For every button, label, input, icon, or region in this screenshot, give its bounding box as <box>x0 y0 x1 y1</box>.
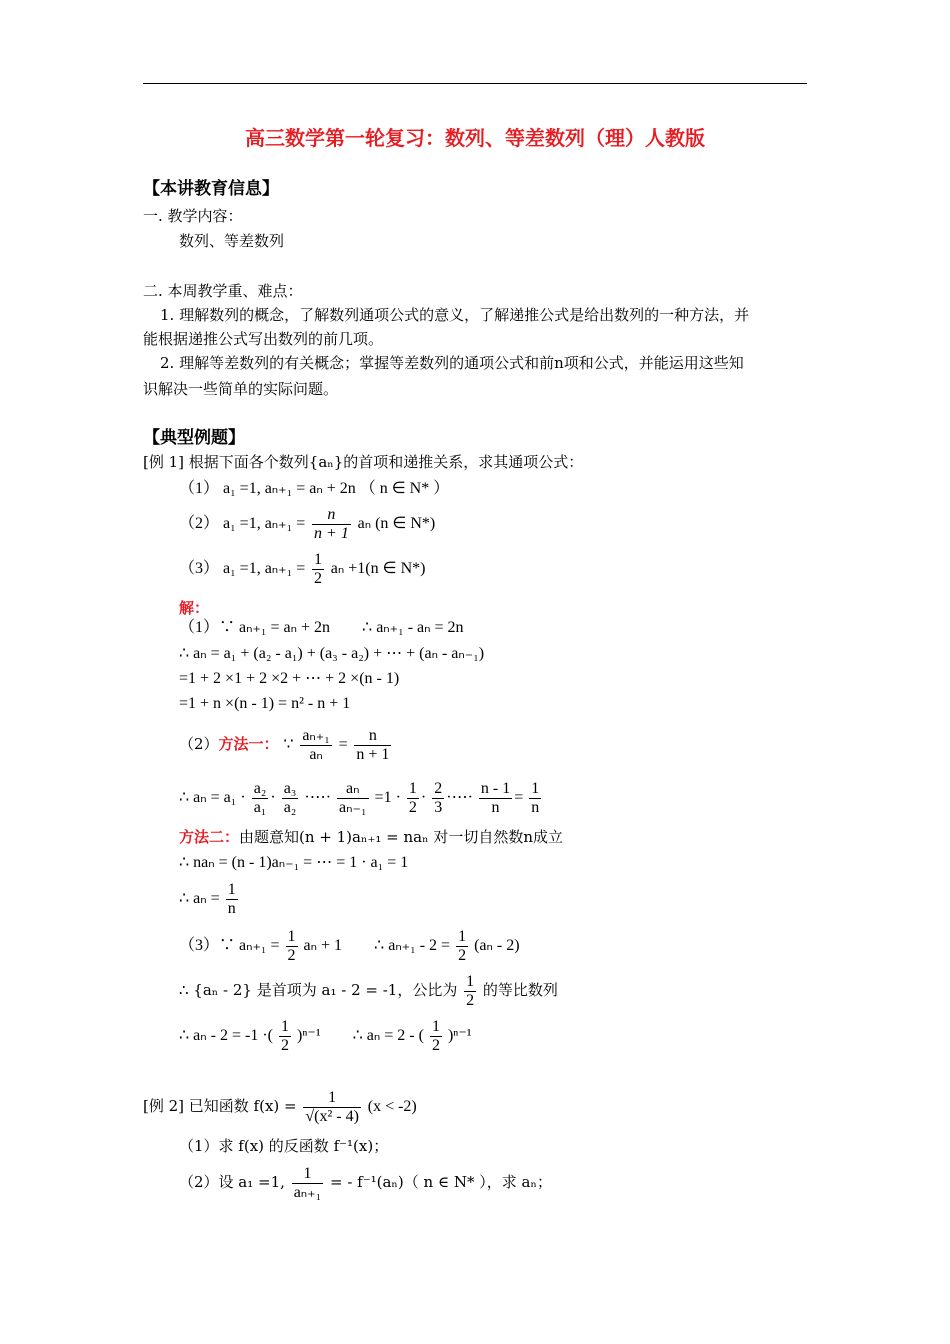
focus-point-2a: 2. 理解等差数列的有关概念；掌握等差数列的通项公式和前n项和公式，并能运用这些知 <box>160 354 744 372</box>
numerator: 1 <box>227 880 236 898</box>
fraction <box>407 780 419 817</box>
fraction <box>337 780 369 817</box>
section-heading-info: 【本讲教育信息】 <box>143 179 279 199</box>
formula-suffix: (x < -2) <box>367 1098 417 1115</box>
focus-point-1a: 1. 理解数列的概念，了解数列通项公式的意义，了解递推公式是给出数列的一种方法，并 <box>160 306 750 324</box>
fraction <box>312 506 351 543</box>
method-1-label: 方法一： <box>218 735 279 753</box>
formula-suffix: (aₙ - 2) <box>474 937 520 954</box>
formula-suffix: aₙ +1(n ∈ N*) <box>330 560 426 577</box>
formula-mid: aₙ + 1 ∴ aₙ₊₁ - 2 = <box>303 937 451 954</box>
denominator: √(x² - 4) <box>305 1107 359 1125</box>
method-2-text: 由题意知(n + 1)aₙ₊₁ = naₙ 对一切自然数n成立 <box>239 828 564 846</box>
solution-1-line-4: =1 + n ×(n - 1) = n² - n + 1 <box>179 695 351 712</box>
solution-1-line-1: （1）∵ aₙ₊₁ = aₙ + 2n ∴ aₙ₊₁ - aₙ = 2n <box>179 619 464 636</box>
numerator: 1 <box>531 779 540 797</box>
part-label: （2） <box>179 735 219 753</box>
numerator: a₂ <box>253 779 267 797</box>
focus-point-1b: 能根据递推公式写出数列的前几项。 <box>143 330 384 348</box>
fraction <box>303 1089 361 1126</box>
denominator: aₙ₋₁ <box>339 798 367 816</box>
numerator: n <box>312 506 351 525</box>
formula-prefix: [例 2] 已知函数 f(x) = <box>143 1097 297 1115</box>
example-2-intro <box>143 1084 810 1129</box>
numerator: aₙ₊₁ <box>302 726 330 744</box>
focus-point-2b: 识解决一些简单的实际问题。 <box>143 380 339 398</box>
formula-prefix: ∴ aₙ = <box>179 890 220 907</box>
denominator: 2 <box>314 569 323 587</box>
numerator: a₃ <box>283 779 297 797</box>
formula-prefix: （3）∵ aₙ₊₁ = <box>179 937 280 954</box>
fraction <box>286 928 298 965</box>
numerator: 1 <box>466 972 475 990</box>
denominator: a₂ <box>283 798 297 816</box>
fraction <box>312 551 324 588</box>
denominator: aₙ₊₁ <box>293 1183 322 1201</box>
fraction <box>430 1018 442 1055</box>
formula-prefix: ∴ aₙ - 2 = -1 ·( <box>179 1027 273 1044</box>
fraction <box>464 973 476 1010</box>
numerator: 2 <box>434 779 443 797</box>
numerator: aₙ <box>337 780 369 799</box>
formula-prefix: ∴ aₙ = a₁ · <box>179 789 246 806</box>
solution-1-line-2: ∴ aₙ = a₁ + (a₂ - a₁) + (a₃ - a₂) + ⋯ + (aₙ - aₙ₋₁) <box>179 645 485 662</box>
section-heading-examples: 【典型例题】 <box>143 428 245 448</box>
fraction <box>456 928 468 965</box>
solution-2-method-2-line-3 <box>179 878 810 920</box>
solution-3-line-3 <box>179 1015 810 1057</box>
denominator: 2 <box>431 1036 440 1054</box>
formula-suffix: 的等比数列 <box>482 981 558 999</box>
example-2-question-2 <box>179 1160 810 1204</box>
fraction <box>354 727 391 764</box>
formula-mid: =1 · <box>374 789 401 806</box>
focus-label: 二. 本周教学重、难点： <box>143 282 303 300</box>
numerator: 1 <box>281 1017 289 1035</box>
header-rule <box>143 83 807 84</box>
formula-mid: )ⁿ⁻¹ ∴ aₙ = 2 - ( <box>297 1027 424 1044</box>
example-1-part-1 <box>179 478 810 499</box>
example-2-question-1: （1）求 f(x) 的反函数 f⁻¹(x)； <box>179 1137 389 1155</box>
solution-label: 解： <box>179 599 210 617</box>
fraction <box>282 780 299 817</box>
formula-prefix: ∴ {aₙ - 2} 是首项为 a₁ - 2 = -1，公比为 <box>179 981 458 999</box>
fraction <box>432 780 444 817</box>
denominator: 2 <box>408 798 417 816</box>
page-title: 高三数学第一轮复习：数列、等差数列（理）人教版 <box>245 126 705 150</box>
content-label: 一. 教学内容： <box>143 207 243 225</box>
fraction <box>279 1018 291 1055</box>
formula-suffix: )ⁿ⁻¹ <box>447 1027 472 1044</box>
denominator: 2 <box>287 946 296 964</box>
formula: （1） a₁ =1, aₙ₊₁ = aₙ + 2n （ n ∈ N* ） <box>179 480 450 497</box>
solution-3-line-1 <box>179 926 810 966</box>
denominator: aₙ <box>309 745 323 763</box>
formula-suffix: = - f⁻¹(aₙ)（ n ∈ N* ），求 aₙ； <box>329 1173 552 1191</box>
solution-2-method-2 <box>179 827 810 847</box>
solution-2-line-2: ∴ aₙ = a₁ · $\frac{\text{a₂}}{\text{a₁}}$ · $\frac{\text{a₃}}{\text{a₂}}$ ·⋯· $\frac{\text{aₙ}}{\text{aₙ₋₁}}$ =1 · $\frac{1}{2}$ · $\frac{2}{3}$ ·⋯· $\frac{n - 1}{n}$ = $\frac{1}{n}$ <box>179 779 540 816</box>
numerator: n <box>354 727 391 746</box>
denominator: 2 <box>466 991 475 1009</box>
formula-prefix: （2） a₁ =1, aₙ₊₁ = <box>179 515 306 532</box>
formula-prefix: （3） a₁ =1, aₙ₊₁ = <box>179 560 306 577</box>
formula-suffix: aₙ (n ∈ N*) <box>357 515 436 532</box>
numerator: 1 <box>287 927 296 945</box>
denominator: a₁ <box>253 798 267 816</box>
equals-sign: = <box>338 736 348 753</box>
numerator: 1 <box>303 1089 361 1108</box>
denominator: 2 <box>281 1036 289 1054</box>
denominator: 3 <box>434 798 443 816</box>
example-1-part-3 <box>179 550 810 588</box>
fraction <box>226 881 238 918</box>
numerator: 1 <box>408 779 417 797</box>
formula-prefix: （2）设 a₁ =1, <box>179 1173 285 1191</box>
fraction <box>292 1165 324 1202</box>
denominator: n <box>491 798 500 816</box>
fraction <box>252 780 269 817</box>
numerator: 1 <box>292 1165 324 1184</box>
numerator: 1 <box>314 550 323 568</box>
numerator: 1 <box>458 927 467 945</box>
fraction <box>479 780 512 817</box>
example-1-intro: [例 1] 根据下面各个数列{aₙ}的首项和递推关系，求其通项公式： <box>143 453 584 471</box>
solution-1-line-3: =1 + 2 ×1 + 2 ×2 + ⋯ + 2 ×(n - 1) <box>179 670 400 687</box>
denominator: n <box>531 798 540 816</box>
dots: ·⋯· <box>304 789 332 806</box>
solution-2-line-1 <box>179 722 810 767</box>
fraction <box>300 727 332 764</box>
solution-3-line-2 <box>179 970 810 1010</box>
solution-2-method-2-line-2: ∴ naₙ = (n - 1)aₙ₋₁ = ⋯ = 1 · a₁ = 1 <box>179 854 409 871</box>
example-1-part-2 <box>179 505 810 543</box>
denominator: n + 1 <box>314 524 349 542</box>
content-text: 数列、等差数列 <box>179 232 285 250</box>
denominator: 2 <box>458 946 467 964</box>
denominator: n + 1 <box>356 745 390 763</box>
denominator: n <box>227 899 236 917</box>
because-symbol: ∵ <box>283 736 294 753</box>
fraction <box>529 780 541 817</box>
numerator: 1 <box>431 1017 440 1035</box>
method-2-label: 方法二： <box>179 828 240 846</box>
numerator: n - 1 <box>480 779 511 797</box>
